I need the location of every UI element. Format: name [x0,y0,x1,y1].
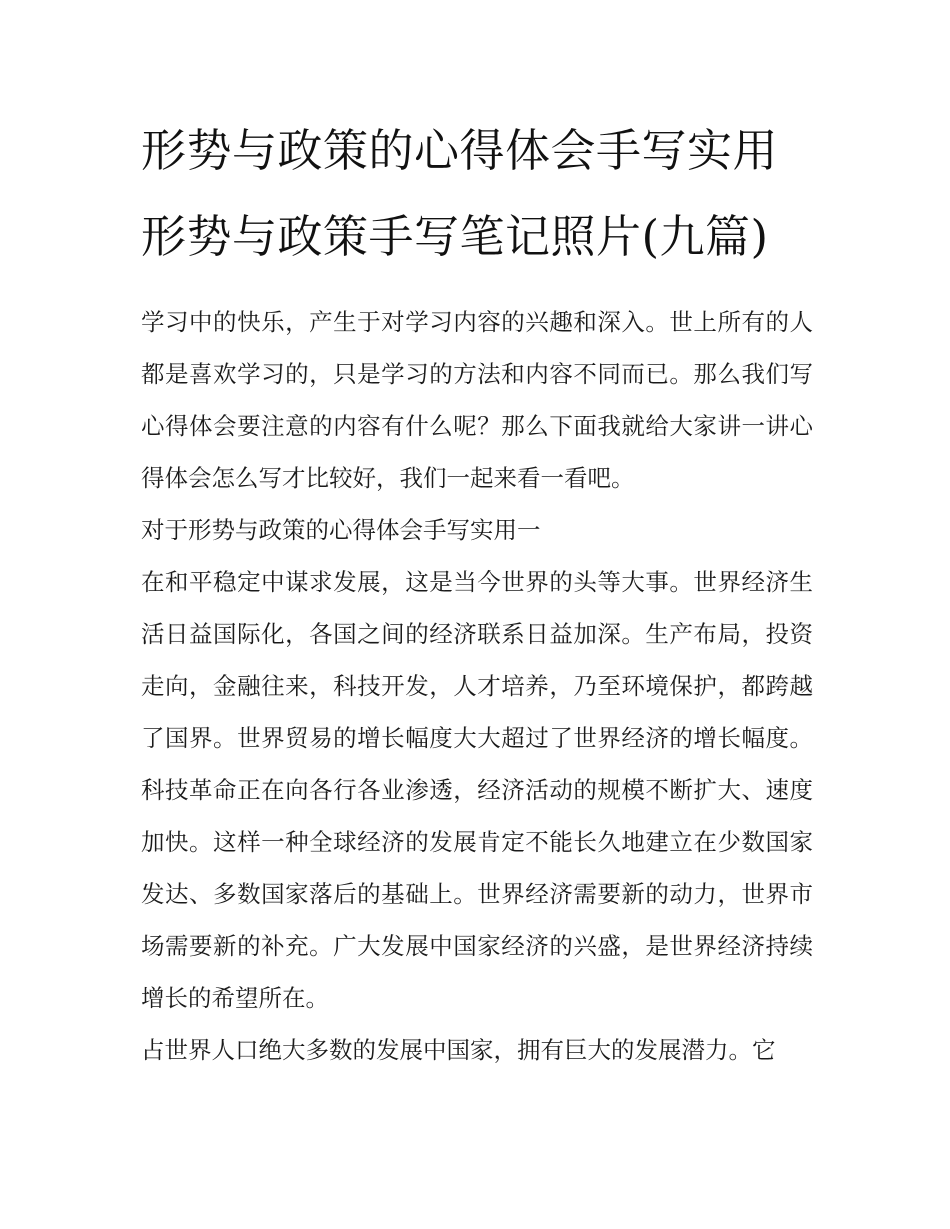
body-paragraph-continued: 占世界人口绝大多数的发展中国家，拥有巨大的发展潜力。它 [141,1036,776,1064]
body-paragraph: 在和平稳定中谋求发展，这是当今世界的头等大事。世界经济生活日益国际化，各国之间的经济联系日益加深。生产布局，投资走向，金融往来，科技开发，人才培养，乃至环境保护，都跨越了国界。世界贸易的增长幅度大大超过了世界经济的增长幅度。科技革命正在向各行各业渗透，经济活动的规模不断扩大、速度加快。这样一种全球经济的发展肯定不能长久地建立在少数国家发达、多数国家落后的基础上。世界经济需要新的动力，世界市场需要新的补充。广大发展中国家经济的兴盛，是世界经济持续增长的希望所在。 [141,568,813,1012]
document-body [141,108,813,1076]
document-title: 形势与政策的心得体会手写实用 形势与政策手写笔记照片(九篇) [141,124,779,263]
intro-paragraph: 学习中的快乐，产生于对学习内容的兴趣和深入。世上所有的人都是喜欢学习的，只是学习的方法和内容不同而已。那么我们写心得体会要注意的内容有什么呢？那么下面我就给大家讲一讲心得体会怎么写才比较好，我们一起来看一看吧。 [141,308,813,492]
section-heading: 对于形势与政策的心得体会手写实用一 [141,516,541,544]
